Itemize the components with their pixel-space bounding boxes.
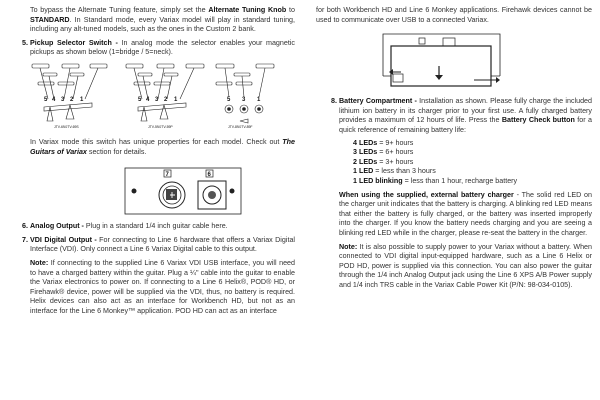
pickup-neck-icon <box>32 64 49 68</box>
pickup-pair-icon <box>138 73 152 76</box>
switch2-pos-1: 1 <box>174 96 178 103</box>
pickup-neck-icon <box>126 64 143 68</box>
pickup-bridge-icon <box>256 64 274 68</box>
led-row: 4 LEDs = 9+ hours <box>353 138 414 147</box>
switch3-pos-3: 3 <box>242 96 246 103</box>
pickup-pair-icon <box>236 82 252 85</box>
variax-mode-note: In Variax mode this switch has unique properties for each model. Check out The Guitars of Variax section for details. <box>30 137 295 156</box>
pickup-pair-icon <box>134 82 150 85</box>
pickup-pair-icon <box>164 73 178 76</box>
external-charger-text: When using the supplied, external battery charger - The solid red LED on the charger unit indicates that the battery is charging. A blinking red LED means that either the battery is fully charged, or the battery was inserted improperly into the charger. If you know the battery needs charging and you are seeing a blinking red LED while in the charger, please re-seat the battery in the charger. <box>339 190 592 237</box>
switch1-caption: JTV-69/JTV-69S <box>54 124 79 129</box>
switch1-pos-5: 5 <box>44 96 48 103</box>
screw-icon <box>230 189 235 194</box>
item-analog-output: 6. Analog Output - Plug in a standard 1/4 inch guitar cable here. <box>22 222 228 231</box>
callout-6: 6 <box>207 172 211 179</box>
switch3-caption: JTV-89/JTV-89F <box>228 124 253 129</box>
switch2-pos-3: 3 <box>155 96 159 103</box>
pickup-pair-icon <box>43 73 57 76</box>
led-row: 2 LEDs = 3+ hours <box>353 157 414 166</box>
battery-note: Note: It is also possible to supply power to your Variax without a battery. When connected to VDI digital input-equipped hardware, such as a Line 6 Helix or POD HD, power is supplied via this connection. You can also power the guitar through the 1/4 inch Analog Output jack using the Line 6 XPS A/B Power supply and 1/4 inch TRS cable in the Variax Cable Power Kit (P/N: 98-034-0105). <box>339 242 592 289</box>
pickup-pair-icon <box>70 73 84 76</box>
switch-diagram-3 <box>216 64 274 123</box>
switch1-pos-3: 3 <box>61 96 65 103</box>
pickup-pair-icon <box>234 73 250 76</box>
switch2-caption: JTV-59/JTV-59P <box>148 124 173 129</box>
switch2-pos-5: 5 <box>138 96 142 103</box>
vdi-connector-icon <box>166 189 177 200</box>
pickup-pair-icon <box>154 82 170 85</box>
alternate-tuning-intro: To bypass the Alternate Tuning feature, simply set the Alternate Tuning Knob to STANDARD. In Standard mode, every Variax model will play in standard tuning, including any alt-tuned models, such as the ones in the Custom 2 bank. <box>30 6 295 34</box>
item-pickup-selector: 5. Pickup Selector Switch - In analog mode the selector enables your magnetic pickups as shown below (1=bridge / 5=neck). <box>22 38 295 57</box>
output-jacks-figure <box>30 162 295 219</box>
switch-diagram-2 <box>126 64 204 121</box>
switch1-pos-2: 2 <box>70 96 74 103</box>
switch3-pos-1: 1 <box>257 96 261 103</box>
left-column <box>7 0 295 317</box>
switch2-pos-4: 4 <box>146 96 150 103</box>
battery-compartment-figure <box>379 32 592 88</box>
switch-diagram-1 <box>32 64 107 121</box>
led-row: 3 LEDs = 6+ hours <box>353 148 414 157</box>
switch2-pos-2: 2 <box>164 96 168 103</box>
pickup-bridge-icon <box>186 64 204 68</box>
pickup-pair-icon <box>216 82 232 85</box>
pickup-neck-icon <box>216 64 234 68</box>
led-row: 1 LED blinking = less than 1 hour, recharge battery <box>353 176 518 185</box>
vdi-note: Note: If connecting to the supplied Line 6 Variax VDI USB interface, you will need to have a charged battery within the guitar. Plug a ¼" cable into the guitar to enable the Variax electronics to power on. If connecting to a Line 6 Helix®, POD® HD, or Firehawk® device, power will be supplied via the VDI, thus, no battery is required. Helix devices can also act as an interface for Workbench HD, but not as an interface for the Line 6 Monkey™ application. POD HD can act as an interface <box>30 258 295 315</box>
screw-icon <box>132 189 137 194</box>
right-column <box>316 0 592 290</box>
arrow-right-icon <box>496 77 500 83</box>
switch1-pos-4: 4 <box>52 96 56 103</box>
switch1-pos-1: 1 <box>80 96 84 103</box>
pickup-pair-icon <box>38 82 54 85</box>
pickup-selector-figure <box>30 61 295 135</box>
pickup-bridge-icon <box>90 64 107 68</box>
pickup-middle-icon <box>62 64 79 68</box>
led-row: 1 LED = less than 3 hours <box>353 167 436 176</box>
item-vdi-output: 7. VDI Digital Output - For connecting to Line 6 hardware that offers a Variax Digital Interface (VDI). Only connect a Line 6 Variax Digital cable to this output. Note: If connecting to the supplied Line 6 Variax VDI USB interface, you will need to have a charged battery within the guitar. Plug a ¼" cable into the guitar to enable the Variax electronics to power on. If connecting to a Line 6 Helix®, POD® HD, or Firehawk® device, power will be supplied via the VDI, thus, no battery is required. Helix devices can also act as an interface for Workbench HD, but not as an interface for the Line 6 Monkey™ application. POD HD can act as an interface <box>22 235 295 315</box>
item-battery-compartment: 8. Battery Compartment - Installation as shown. Please fully charge the included lithium ion battery in its charger prior to your first use. A fully charged battery provides a maximum of 12 hours of life. Press the Battery Check button for a quick reference of remaining battery life: 4 LEDs = 9+ hours 3 LEDs = 6+ hours 2 LEDs = 3+ hours 1 LED = less than 3 hours 1 LED blinking = less than 1 hour, recharge battery When using the supplied, external battery charger - The solid red LED on the charger unit indicates that the battery is charging. A blinking red LED means that either the battery is fully charged, or the battery was inserted improperly into the charger. If you know the battery needs charging and you are seeing a blinking red LED while in the charger, please re-seat the battery in the charger. Note: It is also possible to supply power to your Variax without a battery. When connected to VDI digital input-equipped hardware, such as a Line 6 Helix or POD HD, power is supplied via this connection. You can also power the guitar through the 1/4 inch Analog Output jack using the Line 6 XPS A/B Power supply and 1/4 inch TRS cable in the Variax Cable Power Kit (P/N: 98-034-0105). <box>331 97 592 289</box>
callout-7: 7 <box>165 172 169 179</box>
pickup-middle-icon <box>157 64 174 68</box>
battery-check-button-label: Battery Check button <box>501 116 575 125</box>
led-list <box>339 139 592 187</box>
switch3-pos-5: 5 <box>227 96 231 103</box>
pickup-pair-icon <box>58 82 74 85</box>
continued-text: for both Workbench HD and Line 6 Monkey applications. Firehawk devices cannot be used to communicate over USB to a connected Variax. <box>316 6 592 24</box>
